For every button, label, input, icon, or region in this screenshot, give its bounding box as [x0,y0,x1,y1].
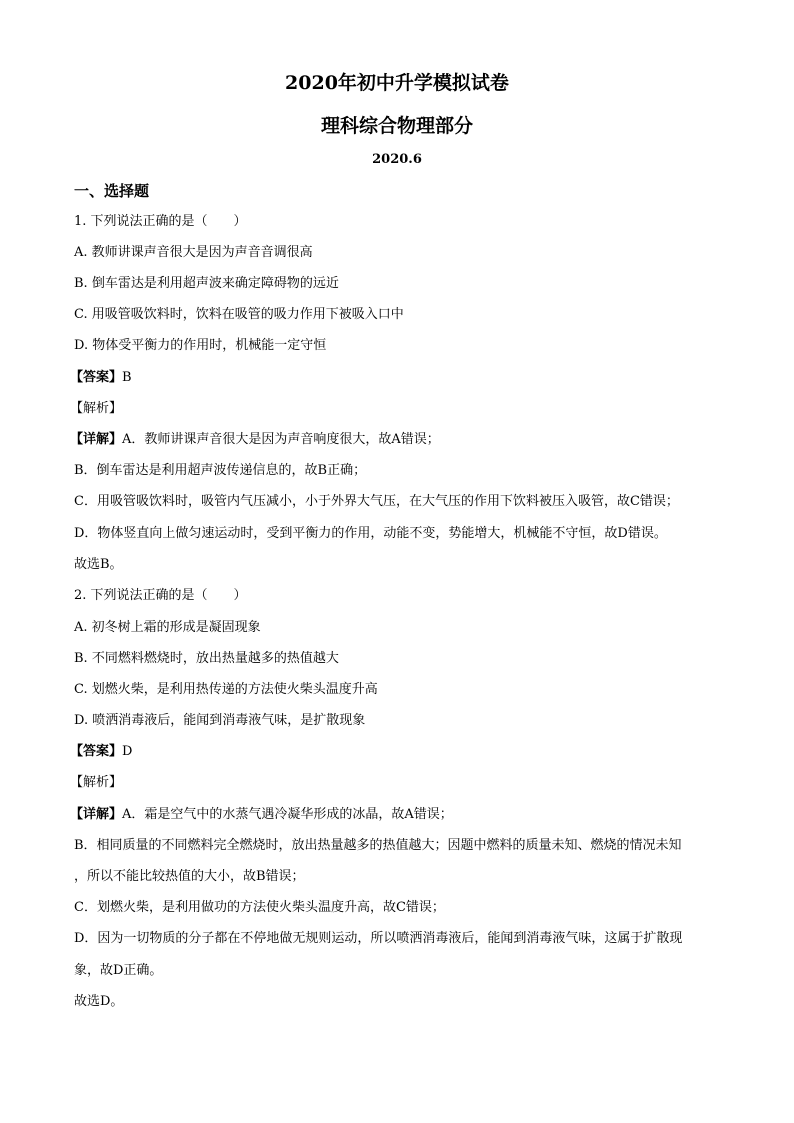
question-2-detail-1 [70,806,453,824]
question-1-detail-3: C．用吸管吸饮料时，吸管内气压减小，小于外界大气压，在大气压的作用下饮料被压入吸管，故C错误； [74,494,679,509]
question-1-analysis-tag: 【解析】 [70,401,123,416]
answer-tag: 【答案】 [70,744,123,759]
question-1-option-a: A. 教师讲课声音很大是因为声音音调很高 [74,245,313,260]
answer-tag: 【答案】 [70,370,123,385]
question-1-stem: 1. 下列说法正确的是（ ） [74,214,247,229]
question-2-detail-2-cont: ，所以不能比较热值的大小，故B错误； [74,869,305,884]
exam-subtitle: 理科综合物理部分 [320,115,473,137]
detail-text: A．霜是空气中的水蒸气遇冷凝华形成的冰晶，故A错误； [122,807,453,822]
detail-tag: 【详解】 [70,807,123,822]
question-2-option-c: C. 划燃火柴，是利用热传递的方法使火柴头温度升高 [74,682,378,697]
question-1-conclusion: 故选B。 [74,557,123,572]
question-2-option-a: A. 初冬树上霜的形成是凝固现象 [74,620,261,635]
question-2-option-b: B. 不同燃料燃烧时，放出热量越多的热值越大 [74,651,339,666]
answer-value: D [122,744,133,759]
answer-value: B [122,370,132,385]
question-2-analysis-tag: 【解析】 [70,775,123,790]
question-2-conclusion: 故选D。 [74,994,124,1009]
question-1-detail-1 [70,431,440,449]
question-1-option-d: D. 物体受平衡力的作用时，机械能一定守恒 [74,338,327,353]
exam-date: 2020.6 [372,152,422,167]
question-2-detail-2: B．相同质量的不同燃料完全燃烧时，放出热量越多的热值越大；因题中燃料的质量未知、燃烧的情况未知 [74,838,682,853]
question-2-answer [70,743,132,761]
exam-title: 2020年初中升学模拟试卷 [285,72,509,94]
section-title: 一、选择题 [74,182,150,200]
question-1-detail-2: B．倒车雷达是利用超声波传递信息的，故B正确； [74,463,367,478]
question-1-option-c: C. 用吸管吸饮料时，饮料在吸管的吸力作用下被吸入口中 [74,307,404,322]
question-2-detail-3: C．划燃火柴，是利用做功的方法使火柴头温度升高，故C错误； [74,900,445,915]
question-1-answer [70,369,132,387]
question-2-option-d: D. 喷洒消毒液后，能闻到消毒液气味，是扩散现象 [74,713,366,728]
question-2-detail-4-cont: 象，故D正确。 [74,963,163,978]
question-1-option-b: B. 倒车雷达是利用超声波来确定障碍物的远近 [74,276,339,291]
question-2-stem: 2. 下列说法正确的是（ ） [74,588,247,603]
detail-text: A．教师讲课声音很大是因为声音响度很大，故A错误； [122,432,440,447]
question-2-detail-4: D．因为一切物质的分子都在不停地做无规则运动，所以喷洒消毒液后，能闻到消毒液气味，这属于扩散现 [74,931,683,946]
detail-tag: 【详解】 [70,432,123,447]
question-1-detail-4: D．物体竖直向上做匀速运动时，受到平衡力的作用，动能不变，势能增大，机械能不守恒，故D错误。 [74,526,667,541]
